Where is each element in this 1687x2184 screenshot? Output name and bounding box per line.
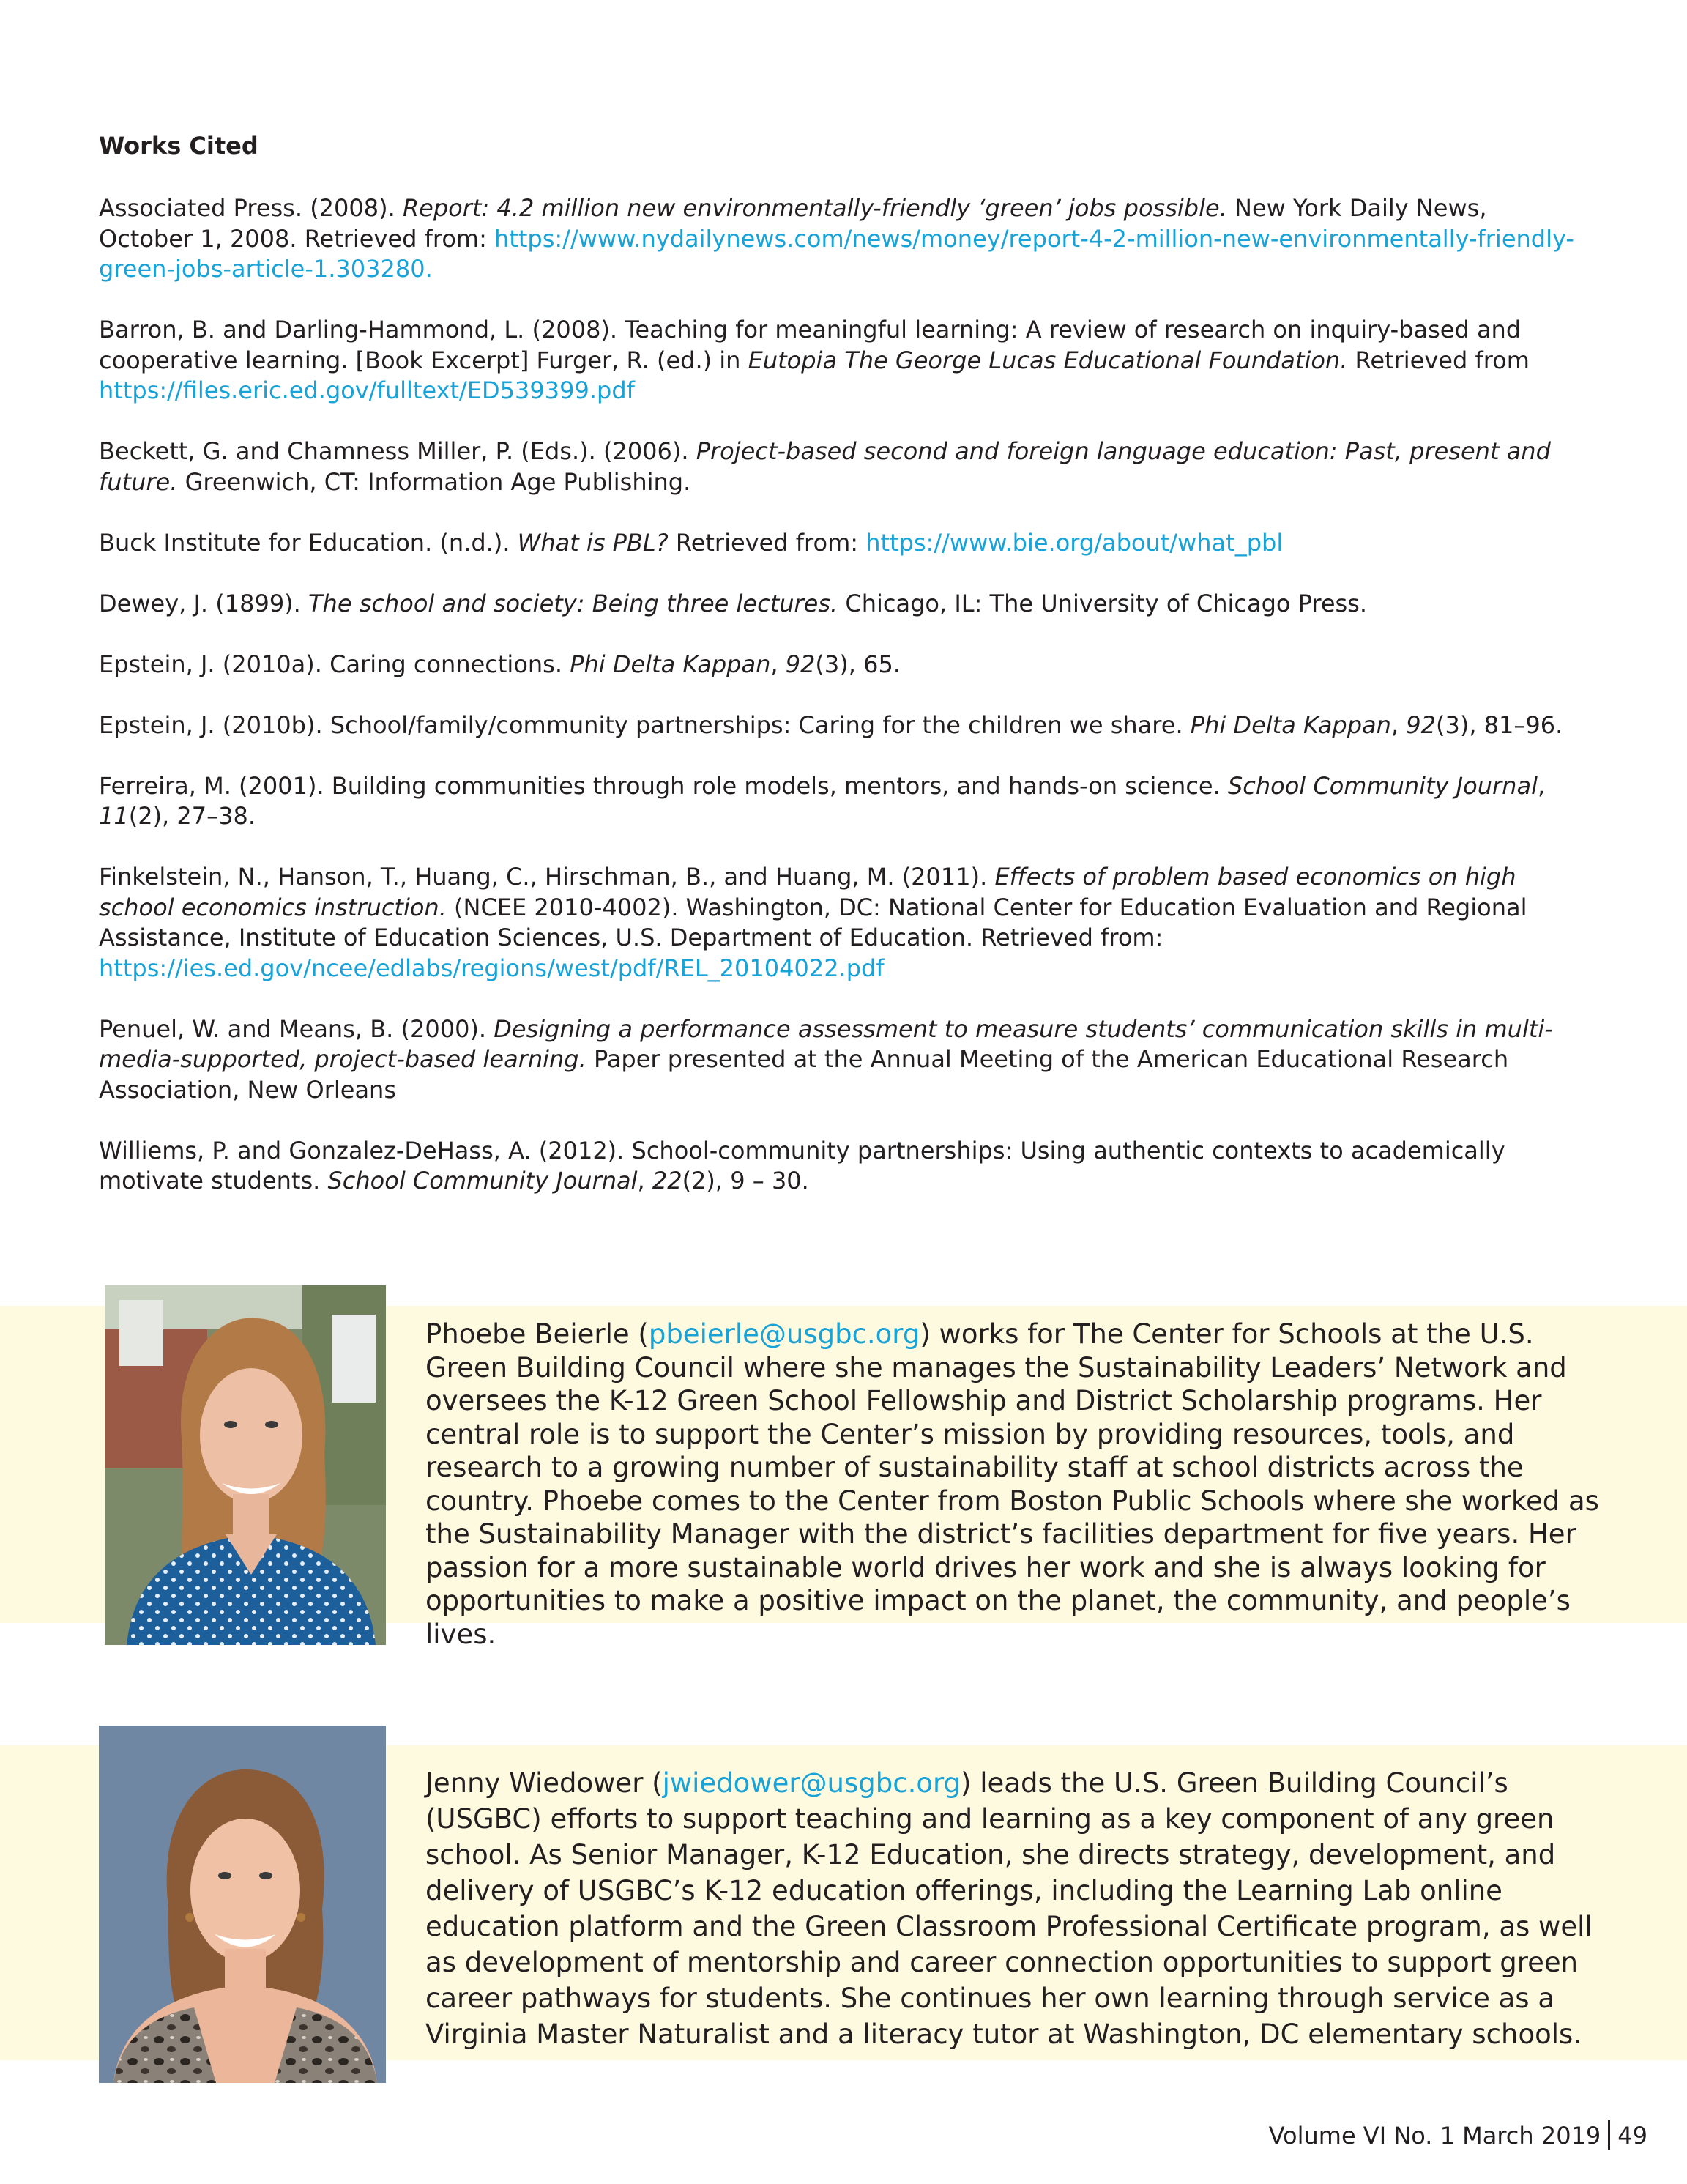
reference-item	[99, 710, 1578, 741]
reference-text: Dewey, J. (1899).	[99, 589, 308, 617]
reference-text: ,	[770, 650, 786, 678]
reference-item	[99, 193, 1578, 285]
portrait-jenny-image	[99, 1726, 386, 2083]
portrait-jenny-wiedower	[99, 1726, 386, 2083]
reference-italic-text: School Community Journal	[1227, 771, 1538, 800]
footer-divider	[1608, 2120, 1610, 2150]
reference-text: (3), 81–96.	[1436, 710, 1563, 739]
reference-text: Chicago, IL: The University of Chicago Press.	[838, 589, 1368, 617]
reference-text: ,	[1390, 710, 1407, 739]
reference-italic-text: Effects of problem based economics on high school economics instruction.	[99, 863, 1516, 921]
reference-text: Greenwich, CT: Information Age Publishing.	[177, 467, 691, 496]
reference-italic-text: Eutopia The George Lucas Educational Foundation.	[748, 346, 1348, 374]
reference-link[interactable]: https://files.eric.ed.gov/fulltext/ED539399.pdf	[99, 376, 635, 404]
reference-item	[99, 528, 1578, 559]
reference-text: Beckett, G. and Chamness Miller, P. (Eds.). (2006).	[99, 437, 696, 465]
reference-text: (2), 9 – 30.	[682, 1167, 809, 1195]
reference-text: Associated Press. (2008).	[99, 194, 403, 222]
page-number: 49	[1617, 2122, 1647, 2150]
reference-item	[99, 862, 1578, 984]
reference-item	[99, 650, 1578, 680]
reference-text: Penuel, W. and Means, B. (2000).	[99, 1014, 494, 1043]
email-link-jwiedower[interactable]: jwiedower@usgbc.org	[662, 1767, 961, 1799]
reference-italic-text: 22	[652, 1167, 682, 1195]
issue-label: Volume VI No. 1 March 2019	[1268, 2122, 1601, 2150]
reference-text: (NCEE 2010-4002). Washington, DC: National Center for Education Evaluation and Regional Assistance, Institute of Education Sciences, U.S. Department of Education. Retrieved from:	[99, 893, 1527, 951]
reference-italic-text: Designing a performance assessment to measure students’ communication skills in multi-media-supported, project-based learning.	[99, 1014, 1553, 1073]
reference-item	[99, 437, 1578, 497]
reference-text: Epstein, J. (2010a). Caring connections.	[99, 650, 570, 678]
reference-item	[99, 771, 1578, 832]
reference-item	[99, 315, 1578, 406]
bio-jenny-wiedower	[425, 1765, 1612, 2052]
reference-italic-text: School Community Journal	[327, 1167, 638, 1195]
bio-phoebe-text-start: Phoebe Beierle (	[425, 1318, 649, 1350]
reference-text: Retrieved from:	[668, 528, 866, 557]
reference-italic-text: Phi Delta Kappan	[570, 650, 771, 678]
reference-text: (2), 27–38.	[128, 802, 256, 830]
reference-item	[99, 1136, 1578, 1197]
reference-italic-text: Phi Delta Kappan	[1190, 710, 1391, 739]
email-link-pbeierle[interactable]: pbeierle@usgbc.org	[648, 1318, 920, 1350]
reference-italic-text: Report: 4.2 million new environmentally-friendly ‘green’ jobs possible.	[402, 194, 1227, 222]
reference-text: Retrieved from	[1347, 346, 1530, 374]
reference-italic-text: Project-based second and foreign language education: Past, present and future.	[99, 437, 1551, 496]
reference-text: ,	[637, 1167, 652, 1195]
reference-italic-text: 92	[785, 650, 816, 678]
reference-italic-text: The school and society: Being three lectures.	[308, 589, 838, 617]
reference-link[interactable]: https://ies.ed.gov/ncee/edlabs/regions/west/pdf/REL_20104022.pdf	[99, 954, 885, 982]
portrait-phoebe-image	[105, 1285, 386, 1645]
reference-text: Finkelstein, N., Hanson, T., Huang, C., Hirschman, B., and Huang, M. (2011).	[99, 863, 995, 891]
reference-text: Williems, P. and Gonzalez-DeHass, A. (2012). School-community partnerships: Using authentic contexts to academically motivate students.	[99, 1136, 1505, 1195]
reference-text: Barron, B. and Darling-Hammond, L. (2008). Teaching for meaningful learning: A review of research on inquiry-based and cooperative learning. [Book Excerpt] Furger, R. (ed.) in	[99, 316, 1522, 374]
references-list	[99, 193, 1578, 1227]
reference-text: Ferreira, M. (2001). Building communities through role models, mentors, and hands-on science.	[99, 771, 1228, 800]
bio-phoebe-text: ) works for The Center for Schools at the U.S. Green Building Council where she manages the Sustainability Leaders’ Network and oversees the K-12 Green School Fellowship and District Scholarship programs. Her central role is to support the Center’s mission by providing resources, tools, and research to a growing number of sustainability staff at school districts across the country. Phoebe comes to the Center from Boston Public Schools where she worked as the Sustainability Manager with the district’s facilities department for five years. Her passion for a more sustainable world drives her work and she is always looking for opportunities to make a positive impact on the planet, the community, and people’s lives.	[425, 1318, 1599, 1650]
bio-jenny-text: ) leads the U.S. Green Building Council’s (USGBC) efforts to support teaching and learning as a key component of any green school. As Senior Manager, K-12 Education, she directs strategy, development, and delivery of USGBC’s K-12 education offerings, including the Learning Lab online education platform and the Green Classroom Professional Certificate program, as well as development of mentorship and career connection opportunities to support green career pathways for students. She continues her own learning through service as a Virginia Master Naturalist and a literacy tutor at Washington, DC elementary schools.	[425, 1767, 1593, 2050]
reference-text: Paper presented at the Annual Meeting of the American Educational Research Association, New Orleans	[99, 1045, 1509, 1104]
reference-italic-text: What is PBL?	[517, 528, 669, 557]
works-cited-heading: Works Cited	[99, 132, 258, 160]
reference-italic-text: 92	[1406, 710, 1436, 739]
reference-text: Buck Institute for Education. (n.d.).	[99, 528, 518, 557]
reference-italic-text: 11	[99, 802, 129, 830]
reference-text: Epstein, J. (2010b). School/family/community partnerships: Caring for the children we share.	[99, 710, 1191, 739]
reference-link[interactable]: https://www.nydailynews.com/news/money/report-4-2-million-new-environmentally-friendly-green-jobs-article-1.303280.	[99, 224, 1574, 283]
reference-text: New York Daily News, October 1, 2008. Retrieved from:	[99, 194, 1487, 253]
portrait-phoebe-beierle	[105, 1285, 386, 1645]
bio-phoebe-beierle	[425, 1318, 1612, 1651]
page-footer	[1269, 2120, 1647, 2150]
reference-item	[99, 1014, 1578, 1106]
reference-text: ,	[1537, 771, 1546, 800]
bio-jenny-text-start: Jenny Wiedower (	[425, 1767, 663, 1799]
reference-item	[99, 589, 1578, 620]
reference-text: (3), 65.	[815, 650, 901, 678]
reference-link[interactable]: https://www.bie.org/about/what_pbl	[865, 528, 1284, 557]
